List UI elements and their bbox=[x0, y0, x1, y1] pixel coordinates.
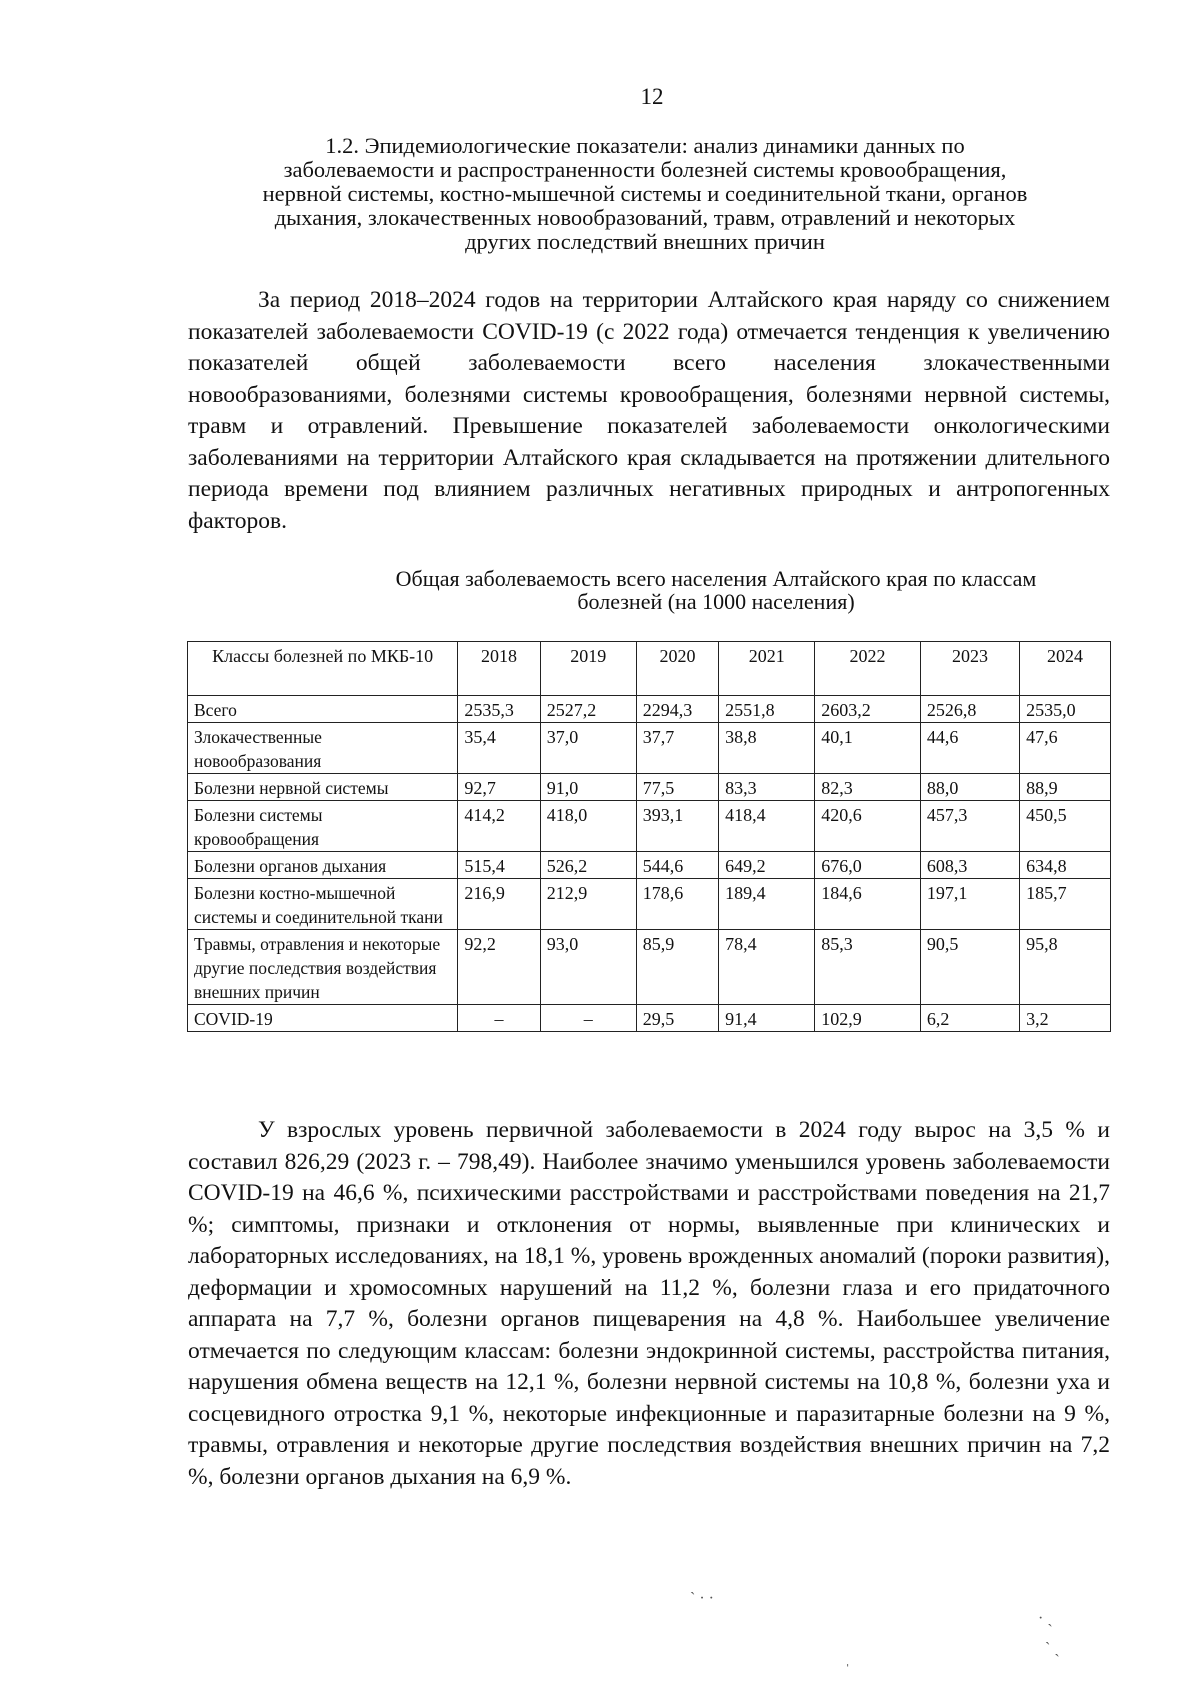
table-cell: 92,7 bbox=[458, 774, 540, 801]
table-cell: 216,9 bbox=[458, 879, 540, 930]
table-cell: 608,3 bbox=[920, 852, 1019, 879]
heading-line: нервной системы, костно-мышечной системы и соединительной ткани, органов bbox=[262, 181, 1028, 206]
section-heading bbox=[180, 134, 1110, 254]
table-cell: 2294,3 bbox=[636, 696, 718, 723]
table-cell: 88,0 bbox=[920, 774, 1019, 801]
table-cell: 91,0 bbox=[540, 774, 636, 801]
table-cell: 197,1 bbox=[920, 879, 1019, 930]
table-cell: 3,2 bbox=[1020, 1005, 1111, 1032]
heading-line: заболеваемости и распространенности болезней системы кровообращения, bbox=[283, 157, 1007, 182]
table-header-row bbox=[188, 642, 1111, 696]
table-cell: – bbox=[540, 1005, 636, 1032]
header-cell-class: Классы болезней по МКБ-10 bbox=[188, 642, 458, 696]
morbidity-table bbox=[187, 641, 1111, 1032]
table-cell: 2526,8 bbox=[920, 696, 1019, 723]
table-cell: 47,6 bbox=[1020, 723, 1111, 774]
table-cell: 184,6 bbox=[815, 879, 921, 930]
table-cell: 649,2 bbox=[719, 852, 815, 879]
row-label: Всего bbox=[188, 696, 458, 723]
table-cell: 515,4 bbox=[458, 852, 540, 879]
row-label: Болезни органов дыхания bbox=[188, 852, 458, 879]
intro-paragraph bbox=[188, 285, 1110, 537]
table-row bbox=[188, 852, 1111, 879]
table-cell: 102,9 bbox=[815, 1005, 921, 1032]
header-cell-year: 2023 bbox=[920, 642, 1019, 696]
table-cell: 178,6 bbox=[636, 879, 718, 930]
table-cell: 418,4 bbox=[719, 801, 815, 852]
table-cell: 78,4 bbox=[719, 930, 815, 1005]
table-cell: 526,2 bbox=[540, 852, 636, 879]
table-cell: 2535,0 bbox=[1020, 696, 1111, 723]
row-label: Болезни нервной системы bbox=[188, 774, 458, 801]
header-cell-year: 2021 bbox=[719, 642, 815, 696]
table-cell: 420,6 bbox=[815, 801, 921, 852]
table-cell: 634,8 bbox=[1020, 852, 1111, 879]
table-cell: 189,4 bbox=[719, 879, 815, 930]
table-cell: 29,5 bbox=[636, 1005, 718, 1032]
scan-speck: ˋ ˎ bbox=[1045, 1640, 1060, 1657]
row-label: COVID-19 bbox=[188, 1005, 458, 1032]
table-cell: 77,5 bbox=[636, 774, 718, 801]
page-number: 12 bbox=[640, 84, 664, 109]
table-cell: 2551,8 bbox=[719, 696, 815, 723]
table-cell: 88,9 bbox=[1020, 774, 1111, 801]
table-cell: 6,2 bbox=[920, 1005, 1019, 1032]
table-cell: 185,7 bbox=[1020, 879, 1111, 930]
header-cell-year: 2019 bbox=[540, 642, 636, 696]
table-cell: 2527,2 bbox=[540, 696, 636, 723]
table-cell: 544,6 bbox=[636, 852, 718, 879]
table-row bbox=[188, 774, 1111, 801]
table-row bbox=[188, 879, 1111, 930]
table-row bbox=[188, 930, 1111, 1005]
header-cell-year: 2018 bbox=[458, 642, 540, 696]
table-cell: 92,2 bbox=[458, 930, 540, 1005]
header-cell-year: 2024 bbox=[1020, 642, 1111, 696]
scan-speck: ˋ · · bbox=[690, 1590, 714, 1607]
table-cell: 85,9 bbox=[636, 930, 718, 1005]
table-cell: 83,3 bbox=[719, 774, 815, 801]
table-cell: 457,3 bbox=[920, 801, 1019, 852]
table-cell: 93,0 bbox=[540, 930, 636, 1005]
heading-line: других последствий внешних причин bbox=[465, 229, 825, 254]
table-cell: 91,4 bbox=[719, 1005, 815, 1032]
row-label: Злокачественные новообразования bbox=[188, 723, 458, 774]
table-cell: 212,9 bbox=[540, 879, 636, 930]
table-cell: 450,5 bbox=[1020, 801, 1111, 852]
table-title-line: болезней (на 1000 населения) bbox=[577, 589, 855, 614]
table-row bbox=[188, 801, 1111, 852]
header-cell-year: 2020 bbox=[636, 642, 718, 696]
heading-line: 1.2. Эпидемиологические показатели: анализ динамики данных по bbox=[325, 133, 965, 158]
table-cell: 414,2 bbox=[458, 801, 540, 852]
table-cell: 37,7 bbox=[636, 723, 718, 774]
table-cell: 676,0 bbox=[815, 852, 921, 879]
table-cell: 393,1 bbox=[636, 801, 718, 852]
row-label: Болезни системы кровообращения bbox=[188, 801, 458, 852]
table-row bbox=[188, 696, 1111, 723]
table-cell: 35,4 bbox=[458, 723, 540, 774]
table-cell: 2535,3 bbox=[458, 696, 540, 723]
table-cell: 2603,2 bbox=[815, 696, 921, 723]
row-label: Травмы, отравления и некоторые другие последствия воздействия внешних причин bbox=[188, 930, 458, 1005]
paragraph-text: У взрослых уровень первичной заболеваемости в 2024 году вырос на 3,5 % и составил 826,29 (2023 г. – 798,49). Наиболее значимо уменьшился уровень заболеваемости COVID-19 на 46,6 %, психическими расстройствами и расстройствами поведения на 21,7 %; симптомы, признаки и отклонения от нормы, выявленные при клинических и лабораторных исследованиях, на 18,1 %, уровень врожденных аномалий (пороки развития), деформации и хромосомных нарушений на 11,2 %, болезни глаза и его придаточного аппарата на 7,7 %, болезни органов пищеварения на 4,8 %. Наибольшее увеличение отмечается по следующим классам: болезни эндокринной системы, расстройства питания, нарушения обмена веществ на 12,1 %, болезни нервной системы на 10,8 %, болезни уха и сосцевидного отростка 9,1 %, некоторые инфекционные и паразитарные болезни на 9 %, травмы, отравления и некоторые другие последствия воздействия внешних причин на 7,2 %, болезни органов дыхания на 6,9 %. bbox=[188, 1117, 1110, 1490]
header-cell-year: 2022 bbox=[815, 642, 921, 696]
table-cell: 418,0 bbox=[540, 801, 636, 852]
table-cell: 40,1 bbox=[815, 723, 921, 774]
row-label: Болезни костно-мышечной системы и соединительной ткани bbox=[188, 879, 458, 930]
table-cell: 95,8 bbox=[1020, 930, 1111, 1005]
adult-morbidity-paragraph bbox=[188, 1115, 1110, 1493]
table-title bbox=[286, 567, 1146, 613]
table-cell: 37,0 bbox=[540, 723, 636, 774]
paragraph-text: За период 2018–2024 годов на территории Алтайского края наряду со снижением показателей заболеваемости COVID-19 (с 2022 года) отмечается тенденция к увеличению показателей общей заболеваемости всего населения злокачественными новообразованиями, болезнями системы кровообращения, болезнями нервной системы, травм и отравлений. Превышение показателей заболеваемости онкологическими заболеваниями на территории Алтайского края складывается на протяжении длительного периода времени под влиянием различных негативных природных и антропогенных факторов. bbox=[188, 287, 1110, 534]
table-cell: 90,5 bbox=[920, 930, 1019, 1005]
table-cell: 82,3 bbox=[815, 774, 921, 801]
table-title-line: Общая заболеваемость всего населения Алтайского края по классам bbox=[395, 566, 1037, 591]
heading-line: дыхания, злокачественных новообразований, травм, отравлений и некоторых bbox=[274, 205, 1016, 230]
table-cell: – bbox=[458, 1005, 540, 1032]
table-cell: 38,8 bbox=[719, 723, 815, 774]
table-cell: 85,3 bbox=[815, 930, 921, 1005]
table-row bbox=[188, 723, 1111, 774]
scan-speck: · ˎ bbox=[1038, 1610, 1053, 1627]
scan-speck: ˌ bbox=[845, 1650, 851, 1667]
table-cell: 44,6 bbox=[920, 723, 1019, 774]
table-row bbox=[188, 1005, 1111, 1032]
